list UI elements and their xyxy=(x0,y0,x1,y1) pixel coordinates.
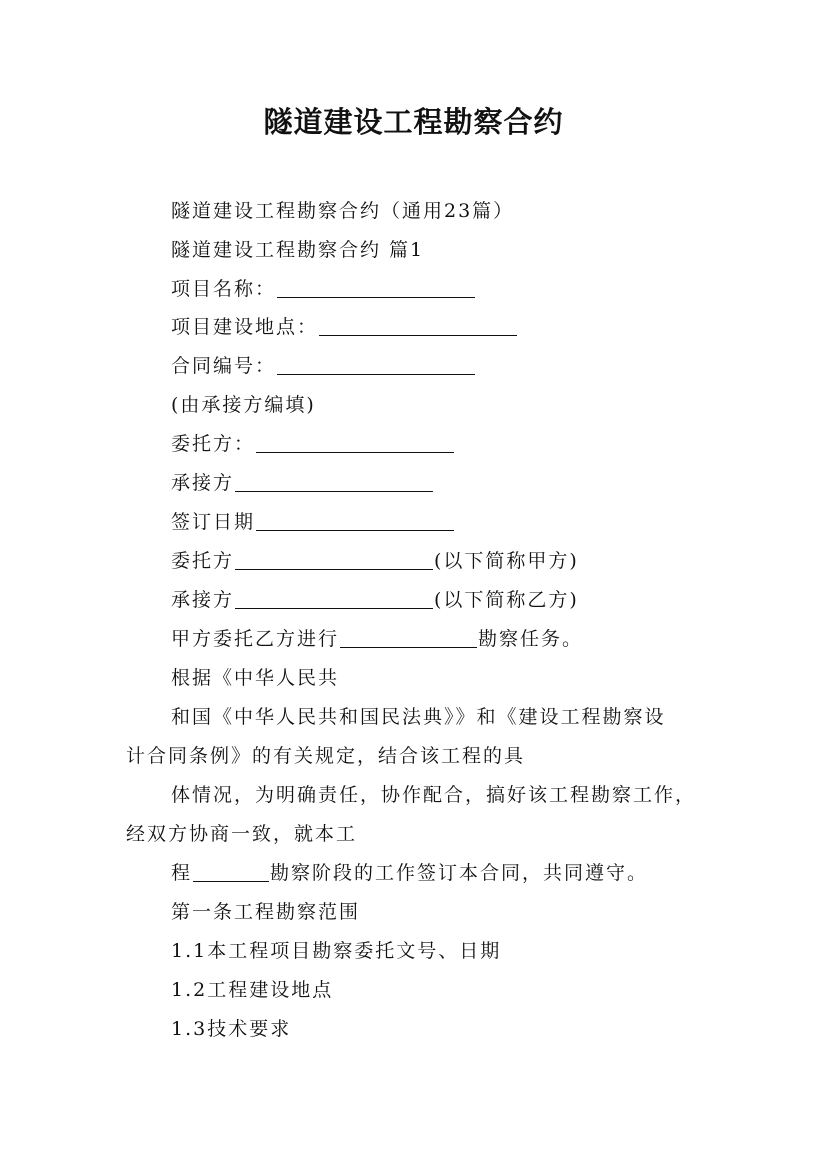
contract-no-row xyxy=(171,354,476,378)
party-a-label: 委托方 xyxy=(171,550,235,572)
contractor-label: 承接方 xyxy=(171,472,235,494)
clause-1-3: 1.3技术要求 xyxy=(171,1018,292,1040)
sign-date-blank[interactable] xyxy=(256,510,454,531)
body-line-6 xyxy=(171,861,648,885)
task-row xyxy=(171,627,583,651)
project-name-blank[interactable] xyxy=(277,277,475,298)
task-prefix: 甲方委托乙方进行 xyxy=(171,628,340,650)
task-blank[interactable] xyxy=(340,627,477,648)
contractor-note: (由承接方编填) xyxy=(171,394,316,416)
body-line-6-suffix: 勘察阶段的工作签订本合同，共同遵守。 xyxy=(270,862,649,884)
contractor-blank[interactable] xyxy=(235,471,433,492)
party-b-label: 承接方 xyxy=(171,589,235,611)
project-location-label: 项目建设地点： xyxy=(171,316,319,338)
sign-date-label: 签订日期 xyxy=(171,511,256,533)
party-b-row xyxy=(171,588,579,612)
body-line-1: 根据《中华人民共 xyxy=(171,667,340,689)
body-line-2: 和国《中华人民共和国民法典》》和《建设工程勘察设 xyxy=(171,706,666,728)
contract-no-label: 合同编号： xyxy=(171,355,277,377)
party-a-row xyxy=(171,549,579,573)
contract-no-blank[interactable] xyxy=(277,354,475,375)
party-a-suffix: (以下简称甲方) xyxy=(434,550,579,572)
stage-blank[interactable] xyxy=(193,861,269,882)
body-line-3: 计合同条例》的有关规定，结合该工程的具 xyxy=(126,745,526,767)
client-label: 委托方： xyxy=(171,433,256,455)
party-b-blank[interactable] xyxy=(235,588,433,609)
project-location-row xyxy=(171,315,518,339)
sign-date-row xyxy=(171,510,455,534)
project-name-row xyxy=(171,277,476,301)
body-line-4: 体情况，为明确责任，协作配合，搞好该工程勘察工作， xyxy=(171,784,697,806)
party-b-suffix: (以下简称乙方) xyxy=(434,589,579,611)
client-blank[interactable] xyxy=(256,432,454,453)
party-a-blank[interactable] xyxy=(235,549,433,570)
client-row xyxy=(171,432,455,456)
project-location-blank[interactable] xyxy=(319,315,517,336)
task-suffix: 勘察任务。 xyxy=(478,628,584,650)
body-line-5: 经双方协商一致，就本工 xyxy=(126,823,358,845)
clause-1-2: 1.2工程建设地点 xyxy=(171,979,334,1001)
project-name-label: 项目名称： xyxy=(171,278,277,300)
document-title: 隧道建设工程勘察合约 xyxy=(263,105,564,139)
subtitle: 隧道建设工程勘察合约（通用23篇） xyxy=(171,200,515,222)
clause-heading: 第一条工程勘察范围 xyxy=(171,901,361,923)
contractor-row xyxy=(171,471,434,495)
body-line-6-prefix: 程 xyxy=(171,862,193,884)
article-heading: 隧道建设工程勘察合约 篇1 xyxy=(171,239,425,261)
clause-1-1: 1.1本工程项目勘察委托文号、日期 xyxy=(171,940,502,962)
